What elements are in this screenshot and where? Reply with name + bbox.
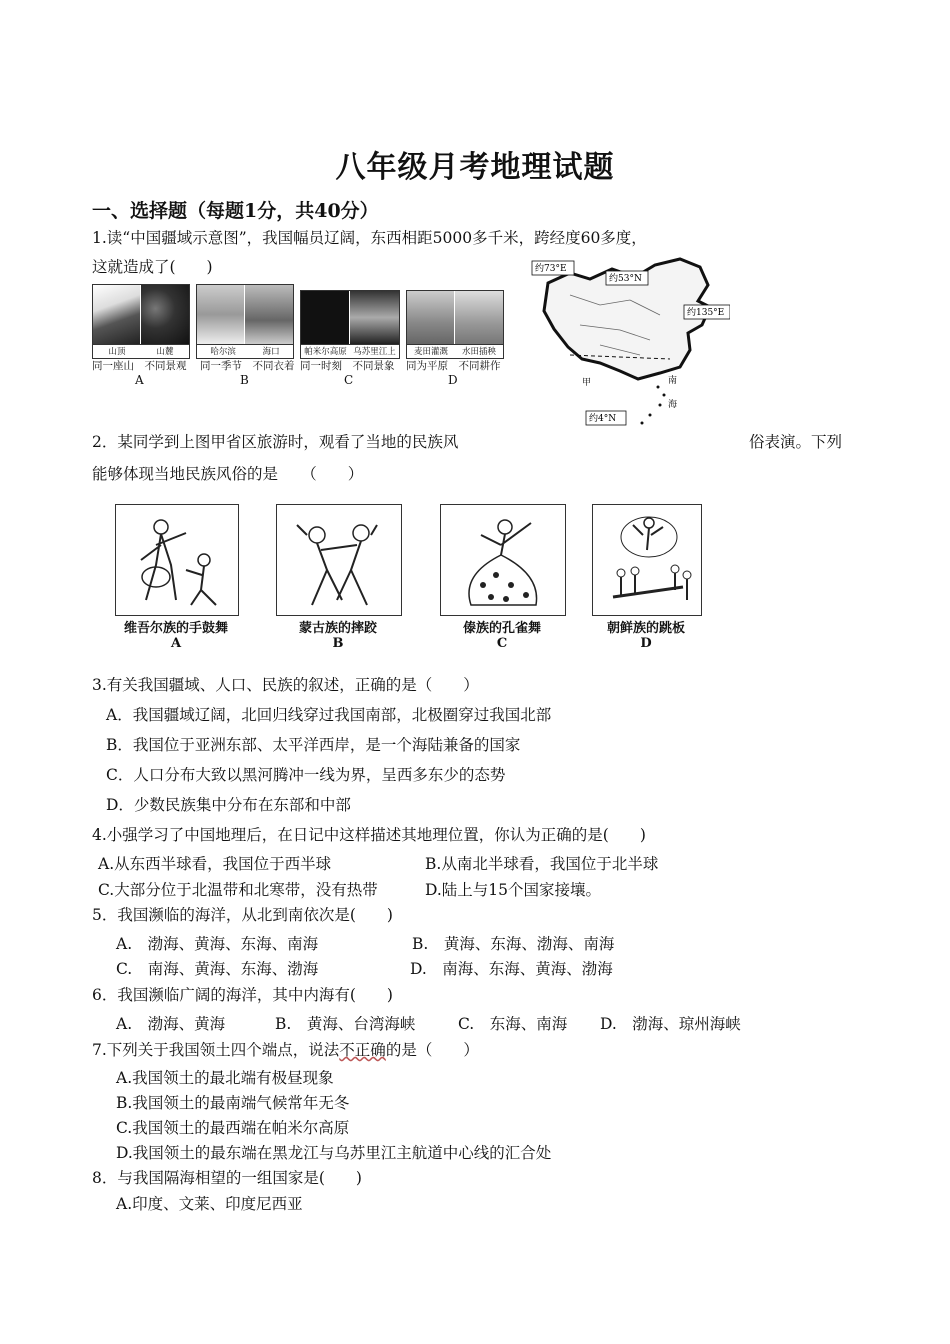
option-letter: A <box>135 373 144 387</box>
page-title: 八年级月考地理试题 <box>335 150 615 185</box>
q2-stem-line2: 能够体现当地民族风俗的是 （ ） <box>92 465 364 483</box>
q5-option-c: C. 南海、黄海、东海、渤海 <box>116 960 319 978</box>
dance-caption: 朝鲜族的跳板 <box>606 621 685 636</box>
q6-stem: 6．我国濒临广阔的海洋，其中内海有( ) <box>92 986 393 1004</box>
q7-stem-emphasis: 不正确 <box>339 1041 386 1059</box>
q7-option-c: C.我国领土的最西端在帕米尔高原 <box>116 1119 350 1137</box>
q6-option-a: A. 渤海、黄海 <box>116 1015 226 1033</box>
option-letter: D <box>640 636 652 651</box>
map-label: 约4°N <box>589 414 617 424</box>
q1-stem-line2: 这就造成了( ) <box>92 258 213 276</box>
q2-stem-line1: 2．某同学到上图甲省区旅游时，观看了当地的民族风 <box>92 433 459 451</box>
q4-option-d: D.陆上与15个国家接壤。 <box>425 881 602 899</box>
q2-stem-line1-end: 俗表演。下列 <box>749 433 843 451</box>
q4-stem: 4.小强学习了中国地理后，在日记中这样描述其地理位置，你认为正确的是( ) <box>92 826 646 844</box>
dance-caption: 蒙古族的摔跤 <box>298 621 377 636</box>
photo-subcaption: 同一时刻 不同景象 <box>300 360 395 372</box>
photo-caption: 帕米尔高原 <box>304 347 347 357</box>
q5-option-d: D. 南海、东海、黄海、渤海 <box>410 960 613 978</box>
q5-stem: 5．我国濒临的海洋，从北到南依次是( ) <box>92 906 393 924</box>
photo-b-clothing <box>196 284 294 359</box>
option-letter: B <box>240 373 249 387</box>
q7-stem <box>92 1038 479 1060</box>
q7-stem-part: 的是（ ） <box>385 1041 479 1059</box>
photo-caption: 哈尔滨 <box>210 347 236 357</box>
dance-picture-uyghur <box>115 504 239 616</box>
option-letter: C <box>496 636 508 651</box>
q6-option-c: C. 东海、南海 <box>458 1015 568 1033</box>
map-label: 约53°N <box>609 274 642 284</box>
map-label: 约135°E <box>687 308 725 318</box>
option-letter: A <box>170 636 182 651</box>
dance-caption: 维吾尔族的手鼓舞 <box>123 621 228 636</box>
option-letter: D <box>448 373 458 387</box>
q3-stem: 3.有关我国疆域、人口、民族的叙述，正确的是（ ） <box>92 676 479 694</box>
photo-caption: 水田插秧 <box>461 347 496 357</box>
q4-option-a: A.从东西半球看，我国位于西半球 <box>98 855 332 873</box>
china-territory-map <box>530 255 730 435</box>
q4-option-b: B.从南北半球看，我国位于北半球 <box>425 855 659 873</box>
option-letter: C <box>344 373 354 387</box>
q5-option-b: B. 黄海、东海、渤海、南海 <box>412 935 615 953</box>
q3-option-c: C．人口分布大致以黑河腾冲一线为界，呈西多东少的态势 <box>106 766 506 784</box>
photo-caption: 山顶 <box>108 347 126 357</box>
q8-option-a: A.印度、文莱、印度尼西亚 <box>116 1195 303 1213</box>
dance-picture-dai <box>440 504 566 616</box>
map-label: 海 <box>668 400 678 410</box>
photo-caption: 麦田灌溉 <box>413 347 448 357</box>
q4-option-c: C.大部分位于北温带和北寒带，没有热带 <box>98 881 378 899</box>
photo-caption: 山麓 <box>156 347 174 357</box>
q6-option-b: B. 黄海、台湾海峡 <box>275 1015 416 1033</box>
q8-stem: 8．与我国隔海相望的一组国家是( ) <box>92 1169 362 1187</box>
map-label: 约73°E <box>535 264 567 274</box>
photo-c-time <box>300 290 400 359</box>
photo-subcaption: 同一座山 不同景观 <box>92 360 187 372</box>
map-label: 甲 <box>582 378 592 388</box>
q7-option-d: D.我国领土的最东端在黑龙江与乌苏里江主航道中心线的汇合处 <box>116 1144 552 1162</box>
photo-caption: 乌苏里江上 <box>353 347 396 357</box>
photo-a-mountain <box>92 284 190 359</box>
map-label: 南 <box>668 376 678 386</box>
option-letter: B <box>332 636 344 651</box>
q5-option-a: A. 渤海、黄海、东海、南海 <box>116 935 319 953</box>
q3-option-a: A．我国疆域辽阔，北回归线穿过我国南部，北极圈穿过我国北部 <box>106 706 552 724</box>
q7-stem-part: 7.下列关于我国领土四个端点，说法 <box>92 1041 340 1059</box>
q3-option-d: D．少数民族集中分布在东部和中部 <box>106 796 351 814</box>
photo-subcaption: 同一季节 不同衣着 <box>200 360 295 372</box>
q6-option-d: D. 渤海、琼州海峡 <box>600 1015 741 1033</box>
q1-stem-line1: 1.读“中国疆域示意图”，我国幅员辽阔，东西相距5000多千米，跨经度60多度， <box>92 229 647 247</box>
dance-picture-korean <box>592 504 702 616</box>
photo-caption: 海口 <box>262 347 280 357</box>
section-heading: 一、选择题（每题1分，共40分） <box>92 200 379 222</box>
q3-option-b: B．我国位于亚洲东部、太平洋西岸，是一个海陆兼备的国家 <box>106 736 521 754</box>
q7-option-b: B.我国领土的最南端气候常年无冬 <box>116 1094 350 1112</box>
photo-subcaption: 同为平原 不同耕作 <box>406 360 501 372</box>
dance-picture-mongol <box>276 504 402 616</box>
photo-d-farming <box>406 290 504 359</box>
q7-option-a: A.我国领土的最北端有极昼现象 <box>116 1069 334 1087</box>
dance-caption: 傣族的孔雀舞 <box>462 621 541 636</box>
